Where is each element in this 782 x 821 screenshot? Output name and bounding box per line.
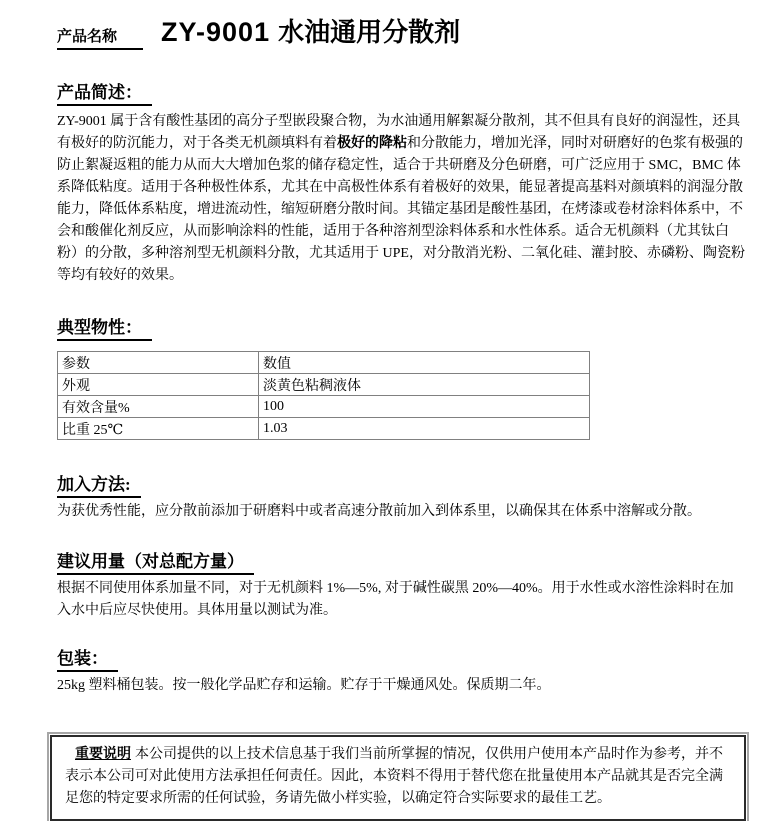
section-usage: [57, 470, 746, 523]
section-overview-heading: 产品简述：: [57, 78, 152, 106]
section-packaging-body: 25kg 塑料桶包装。按一般化学品贮存和运输。贮存于干燥通风处。保质期二年。: [57, 678, 551, 693]
overview-text-bold: 极好的降粘: [337, 136, 407, 151]
section-dosage-heading: 建议用量（对总配方量）: [57, 547, 254, 575]
section-packaging: [57, 644, 746, 697]
section-dosage-body: 根据不同使用体系加量不同，对于无机颜料 1%—5%, 对于碱性碳黑 20%—40%。用于水性或水溶性涂料时在加入水中后应尽快使用。具体用量以测试为准。: [57, 581, 734, 618]
section-properties: [57, 313, 746, 440]
document-title-row: [57, 12, 746, 50]
table-header-parameter: 参数: [58, 352, 259, 374]
section-overview-body: [57, 111, 746, 287]
product-code: ZY-9001: [161, 17, 271, 47]
section-usage-heading: 加入方法:: [57, 470, 141, 498]
section-overview: [57, 78, 746, 287]
table-cell-content-label: 有效含量%: [58, 396, 259, 418]
section-properties-heading: 典型物性：: [57, 313, 152, 341]
table-row: [58, 396, 590, 418]
section-dosage: [57, 547, 746, 622]
section-usage-body: 为获优秀性能，应分散前添加于研磨料中或者高速分散前加入到体系里，以确保其在体系中溶解或分散。: [57, 504, 701, 519]
overview-text-2: 和分散能力，增加光泽，同时对研磨好的色浆有极强的防止絮凝返粗的能力从而大大增加色浆的储存稳定性，适合于共研磨及分色研磨，可广泛应用于 SMC，BMC 体系降低粘度。适用于各种极性体系，尤其在中高极性体系有着极好的效果，能显著提高基料对颜填料的润湿分散能力，降低体系粘度，增进流动性，缩短研磨分散时间。其锚定基团是酸性基团，在烤漆或卷材涂料体系中，不会和酸催化剂反应，从而影响涂料的性能，适用于各种溶剂型涂料体系和水性体系。适合无机颜料（尤其钛白粉）的分散，多种溶剂型无机颜料分散，尤其适用于 UPE，对分散消光粉、二氧化硅、灌封胶、赤磷粉、陶瓷粉等均有较好的效果。: [57, 136, 745, 283]
notice-text: 本公司提供的以上技术信息基于我们当前所掌握的情况，仅供用户使用本产品时作为参考，并不表示本公司可对此使用方法承担任何责任。因此，本资料不得用于替代您在批量使用本产品就其是否完全满足您的特定要求所需的任何试验，务请先做小样实验，以确定符合实际要求的最佳工艺。: [65, 747, 723, 806]
table-header-row: [58, 352, 590, 374]
overview-text-1: ZY-9001 属于含有酸性基团的高分子型嵌段聚合物，为水油通用解絮凝分散剂，其不但具有良好的润湿性，还具有极好的防沉能力，对于各类无机颜填料有着: [57, 114, 741, 151]
table-row: [58, 374, 590, 396]
table-cell-density-label: 比重 25℃: [58, 418, 259, 440]
table-cell-density-value: 1.03: [259, 418, 590, 440]
table-cell-appearance-value: 淡黄色粘稠液体: [259, 374, 590, 396]
properties-table: [57, 351, 590, 440]
table-cell-appearance-label: 外观: [58, 374, 259, 396]
product-title: 水油通用分散剂: [278, 18, 461, 47]
table-header-value: 数值: [259, 352, 590, 374]
notice-label: 重要说明: [75, 747, 131, 762]
table-cell-content-value: 100: [259, 396, 590, 418]
product-name-label: 产品名称: [57, 25, 143, 50]
important-notice-box: [50, 735, 746, 821]
table-row: [58, 418, 590, 440]
section-packaging-heading: 包装：: [57, 644, 118, 672]
